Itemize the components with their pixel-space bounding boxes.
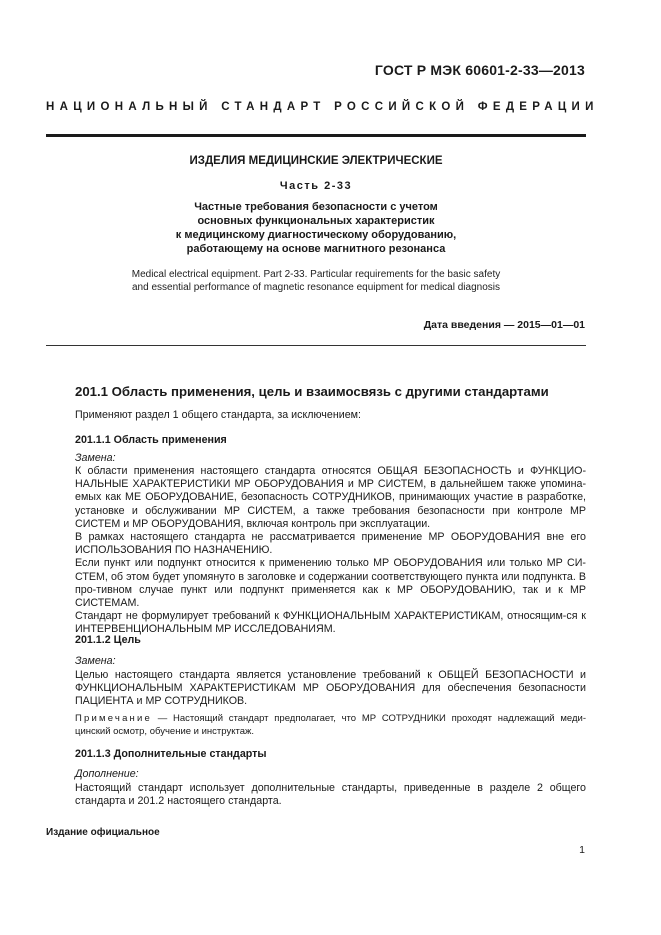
paragraph: Если пункт или подпункт относится к применению только МР ОБОРУДОВАНИЯ или только МР СИ-СТЕМ, об этом будет упомянуто в заголовке и содержании соответствующего пункта или подпункта. В про-тивном случае пункт или подпункт применяется как к МР ОБОРУДОВАНИЮ, так и к МР СИСТЕМАМ. <box>75 557 586 610</box>
addition-label: Дополнение: <box>75 768 139 780</box>
additional-text <box>75 782 586 808</box>
subsection-heading-scope: 201.1.1 Область применения <box>75 434 227 446</box>
replacement-label: Замена: <box>75 655 116 667</box>
document-title: ИЗДЕЛИЯ МЕДИЦИНСКИЕ ЭЛЕКТРИЧЕСКИЕ <box>189 155 443 167</box>
scope-text <box>75 465 586 637</box>
page-number: 1 <box>579 844 585 856</box>
paragraph: К области применения настоящего стандарта относятся ОБЩАЯ БЕЗОПАСНОСТЬ и ФУНКЦИО-НАЛЬНЫЕ ХАРАКТЕРИСТИКИ МР ОБОРУДОВАНИЯ и МР СИСТЕМ, в дальнейшем также упомина-емых как МЕ ОБОРУДОВАНИЕ, безопасность СОТРУДНИКОВ, принимающих участие в разработке, установке и обслуживании МР СИСТЕМ, а также требования безопасности при контроле МР СИСТЕМ и МР ОБОРУДОВАНИЯ, включая контроль при эксплуатации. <box>75 465 586 530</box>
section-heading: 201.1 Область применения, цель и взаимосвязь с другими стандартами <box>75 384 549 399</box>
subtitle-line: к медицинскому диагностическому оборудованию, <box>175 229 457 241</box>
subtitle-line: работающему на основе магнитного резонанса <box>186 243 446 255</box>
english-title-line: Medical electrical equipment. Part 2-33. Particular requirements for the basic safety <box>131 269 501 280</box>
document-part: Часть 2-33 <box>279 180 353 192</box>
note <box>46 713 586 738</box>
header-rule <box>46 134 586 137</box>
paragraph: Настоящий стандарт использует дополнительные стандарты, приведенные в разделе 2 общего стандарта и 201.2 настоящего стандарта. <box>75 782 586 808</box>
document-subtitle <box>46 200 586 256</box>
subsection-heading-additional: 201.1.3 Дополнительные стандарты <box>75 748 267 760</box>
note-label: Примечание <box>75 713 152 724</box>
purpose-text <box>75 669 586 709</box>
section-intro: Применяют раздел 1 общего стандарта, за исключением: <box>75 409 361 421</box>
note-text: — Настоящий стандарт предполагает, что МР СОТРУДНИКИ проходят надлежащий меди-цинский осмотр, обучение и инструктаж. <box>75 713 586 737</box>
national-standard-banner: НАЦИОНАЛЬНЫЙ СТАНДАРТ РОССИЙСКОЙ ФЕДЕРАЦИИ <box>46 101 599 113</box>
paragraph: Целью настоящего стандарта является установление требований к ОБЩЕЙ БЕЗОПАСНОСТИ и ФУНКЦИОНАЛЬНЫМ ХАРАКТЕРИСТИКАМ МР ОБОРУДОВАНИЯ для обеспечения безопасности ПАЦИЕНТА и МР СОТРУДНИКОВ. <box>75 669 586 708</box>
introduction-date: Дата введения — 2015—01—01 <box>423 319 585 331</box>
subsection-heading-purpose: 201.1.2 Цель <box>75 634 141 646</box>
english-title-line: and essential performance of magnetic resonance equipment for medical diagnosis <box>132 282 500 293</box>
gost-number: ГОСТ Р МЭК 60601-2-33—2013 <box>374 62 585 78</box>
subtitle-line: основных функциональных характеристик <box>197 215 435 227</box>
paragraph: В рамках настоящего стандарта не рассматривается применение МР ОБОРУДОВАНИЯ вне его ИСПОЛЬЗОВАНИЯ ПО НАЗНАЧЕНИЮ. <box>75 531 586 557</box>
date-rule <box>46 345 586 346</box>
edition-note: Издание официальное <box>46 827 160 838</box>
replacement-label: Замена: <box>75 452 116 464</box>
english-title <box>46 268 586 294</box>
paragraph: Стандарт не формулирует требований к ФУНКЦИОНАЛЬНЫМ ХАРАКТЕРИСТИКАМ, относящим-ся к ИНТЕРВЕНЦИОНАЛЬНЫМ МР ИССЛЕДОВАНИЯМ. <box>75 610 586 636</box>
subtitle-line: Частные требования безопасности с учетом <box>194 201 438 213</box>
